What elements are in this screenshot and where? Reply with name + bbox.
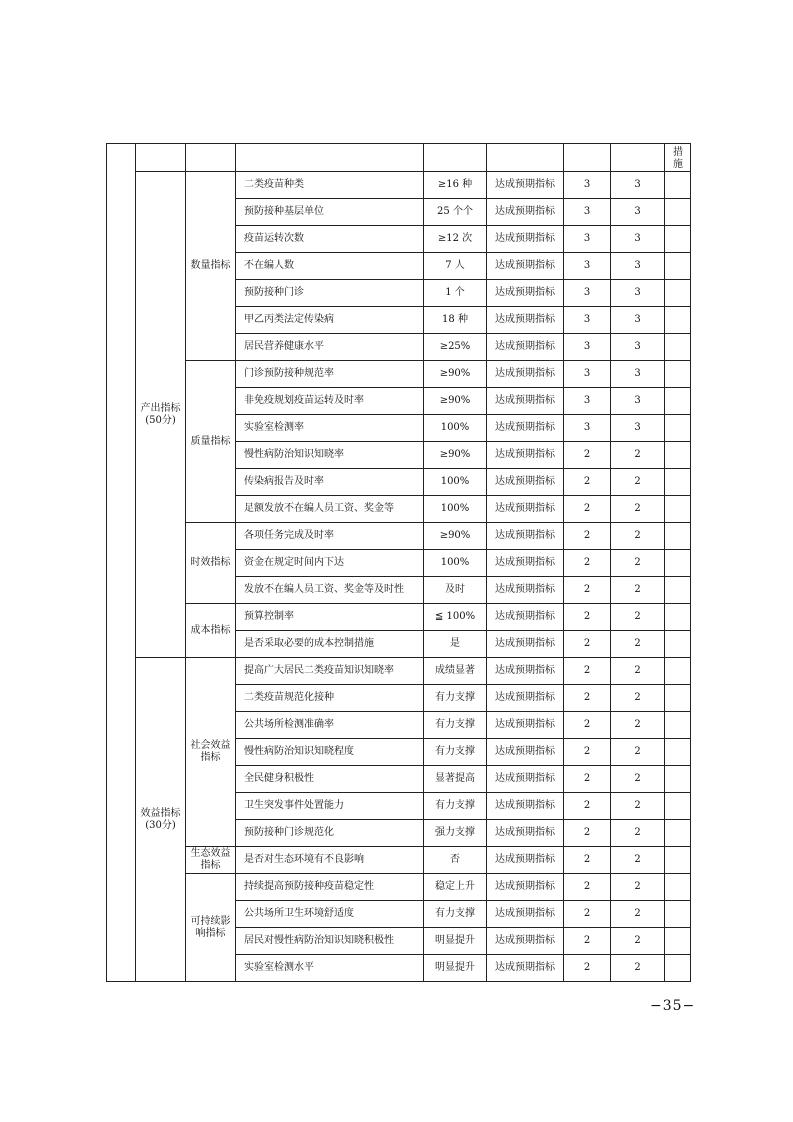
indicator-cell: 发放不在编人员工资、奖金等及时性 [236,577,424,604]
indicator-cell: 全民健身积极性 [236,766,424,793]
indicator-cell: 非免疫规划疫苗运转及时率 [236,388,424,415]
indicator-cell: 预防接种基层单位 [236,199,424,226]
completion-status-cell: 达成预期指标 [487,361,564,388]
score-cell: 2 [611,523,665,550]
weight-cell: 3 [564,253,611,280]
weight-cell: 3 [564,361,611,388]
target-value-cell: 有力支撑 [424,712,487,739]
indicator-cell: 居民营养健康水平 [236,334,424,361]
score-cell: 2 [611,928,665,955]
indicator-cell: 是否对生态环境有不良影响 [236,847,424,874]
blank-cell [136,144,186,172]
completion-status-cell: 达成预期指标 [487,793,564,820]
score-cell: 2 [611,604,665,631]
weight-cell: 2 [564,928,611,955]
weight-cell: 3 [564,307,611,334]
target-value-cell: 否 [424,847,487,874]
score-cell: 2 [611,793,665,820]
weight-cell: 3 [564,172,611,199]
weight-cell: 3 [564,199,611,226]
target-value-cell: 有力支撑 [424,901,487,928]
weight-cell: 2 [564,847,611,874]
weight-cell: 3 [564,388,611,415]
score-cell: 3 [611,172,665,199]
completion-status-cell: 达成预期指标 [487,469,564,496]
target-value-cell: 有力支撑 [424,793,487,820]
measure-cell [665,334,691,361]
indicator-cell: 公共场所卫生环境舒适度 [236,901,424,928]
indicator-cell: 预算控制率 [236,604,424,631]
weight-cell: 2 [564,523,611,550]
indicator-cell: 资金在规定时间内下达 [236,550,424,577]
completion-status-cell: 达成预期指标 [487,415,564,442]
target-value-cell: 有力支撑 [424,739,487,766]
measure-cell [665,361,691,388]
page-number: −35− [650,998,696,1014]
measure-cell [665,199,691,226]
score-cell: 3 [611,280,665,307]
weight-cell: 2 [564,577,611,604]
score-cell: 2 [611,820,665,847]
score-cell: 2 [611,631,665,658]
weight-cell: 2 [564,820,611,847]
score-cell: 2 [611,955,665,982]
completion-status-cell: 达成预期指标 [487,523,564,550]
indicator-cell: 预防接种门诊 [236,280,424,307]
completion-status-cell: 达成预期指标 [487,172,564,199]
weight-cell: 2 [564,901,611,928]
table-row [107,658,691,685]
completion-status-cell: 达成预期指标 [487,442,564,469]
completion-status-cell: 达成预期指标 [487,199,564,226]
completion-status-cell: 达成预期指标 [487,685,564,712]
score-cell: 2 [611,712,665,739]
measure-header-cell: 措施 [665,144,691,172]
table-row [107,523,691,550]
completion-status-cell: 达成预期指标 [487,631,564,658]
indicator-cell: 预防接种门诊规范化 [236,820,424,847]
measure-cell [665,550,691,577]
indicator-cell: 疫苗运转次数 [236,226,424,253]
completion-status-cell: 达成预期指标 [487,874,564,901]
completion-status-cell: 达成预期指标 [487,658,564,685]
target-value-cell: ≦ 100% [424,604,487,631]
blank-cell [564,144,611,172]
score-cell: 3 [611,199,665,226]
target-value-cell: 明显提升 [424,955,487,982]
measure-cell [665,577,691,604]
weight-cell: 2 [564,469,611,496]
target-value-cell: 成绩显著 [424,658,487,685]
completion-status-cell: 达成预期指标 [487,334,564,361]
score-cell: 2 [611,658,665,685]
completion-status-cell: 达成预期指标 [487,388,564,415]
score-cell: 2 [611,550,665,577]
score-cell: 2 [611,685,665,712]
target-value-cell: ≥90% [424,361,487,388]
target-value-cell: 100% [424,496,487,523]
indicator-cell: 甲乙丙类法定传染病 [236,307,424,334]
score-cell: 3 [611,307,665,334]
weight-cell: 2 [564,766,611,793]
secondary-category-cell: 质量指标 [186,361,236,523]
indicator-cell: 慢性病防治知识知晓程度 [236,739,424,766]
completion-status-cell: 达成预期指标 [487,253,564,280]
indicator-cell: 二类疫苗规范化接种 [236,685,424,712]
weight-cell: 2 [564,658,611,685]
weight-cell: 2 [564,496,611,523]
measure-cell [665,874,691,901]
score-cell: 3 [611,415,665,442]
measure-cell [665,226,691,253]
indicator-cell: 不在编人数 [236,253,424,280]
completion-status-cell: 达成预期指标 [487,577,564,604]
weight-cell: 2 [564,712,611,739]
target-value-cell: 25 个个 [424,199,487,226]
completion-status-cell: 达成预期指标 [487,604,564,631]
weight-cell: 2 [564,631,611,658]
weight-cell: 2 [564,793,611,820]
score-cell: 3 [611,361,665,388]
weight-cell: 2 [564,604,611,631]
measure-cell [665,307,691,334]
measure-cell [665,685,691,712]
weight-cell: 2 [564,874,611,901]
measure-cell [665,901,691,928]
measure-cell [665,442,691,469]
score-cell: 2 [611,766,665,793]
measure-cell [665,172,691,199]
completion-status-cell: 达成预期指标 [487,307,564,334]
target-value-cell: 100% [424,469,487,496]
primary-category-cell: 效益指标(30分) [136,658,186,982]
score-cell: 2 [611,847,665,874]
measure-cell [665,280,691,307]
completion-status-cell: 达成预期指标 [487,496,564,523]
target-value-cell: 100% [424,550,487,577]
table-row [107,604,691,631]
indicator-cell: 各项任务完成及时率 [236,523,424,550]
measure-cell [665,388,691,415]
target-value-cell: ≥16 种 [424,172,487,199]
indicator-cell: 门诊预防接种规范率 [236,361,424,388]
indicator-cell: 提高广大居民二类疫苗知识知晓率 [236,658,424,685]
indicator-cell: 二类疫苗种类 [236,172,424,199]
indicator-cell: 卫生突发事件处置能力 [236,793,424,820]
weight-cell: 2 [564,685,611,712]
secondary-category-cell: 成本指标 [186,604,236,658]
score-cell: 3 [611,226,665,253]
score-cell: 2 [611,496,665,523]
weight-cell: 3 [564,415,611,442]
weight-cell: 2 [564,955,611,982]
measure-cell [665,523,691,550]
target-value-cell: 1 个 [424,280,487,307]
table-row [107,172,691,199]
measure-cell [665,469,691,496]
completion-status-cell: 达成预期指标 [487,226,564,253]
score-cell: 2 [611,469,665,496]
measure-cell [665,253,691,280]
measure-cell [665,847,691,874]
target-value-cell: ≥25% [424,334,487,361]
indicator-cell: 足额发放不在编人员工资、奖金等 [236,496,424,523]
measure-cell [665,415,691,442]
score-cell: 2 [611,577,665,604]
blank-cell [236,144,424,172]
completion-status-cell: 达成预期指标 [487,820,564,847]
header-row [107,144,691,172]
indicator-cell: 传染病报告及时率 [236,469,424,496]
target-value-cell: 强力支撑 [424,820,487,847]
completion-status-cell: 达成预期指标 [487,280,564,307]
score-cell: 2 [611,874,665,901]
table-row [107,874,691,901]
completion-status-cell: 达成预期指标 [487,928,564,955]
measure-cell [665,766,691,793]
target-value-cell: ≥90% [424,523,487,550]
weight-cell: 3 [564,226,611,253]
performance-table [106,143,691,982]
measure-cell [665,496,691,523]
blank-cell [611,144,665,172]
score-cell: 2 [611,739,665,766]
completion-status-cell: 达成预期指标 [487,550,564,577]
completion-status-cell: 达成预期指标 [487,901,564,928]
indicator-cell: 实验室检测水平 [236,955,424,982]
target-value-cell: 7 人 [424,253,487,280]
secondary-category-cell: 社会效益指标 [186,658,236,847]
secondary-category-cell: 可持续影响指标 [186,874,236,982]
indicator-cell: 是否采取必要的成本控制措施 [236,631,424,658]
completion-status-cell: 达成预期指标 [487,955,564,982]
target-value-cell: ≥90% [424,442,487,469]
completion-status-cell: 达成预期指标 [487,766,564,793]
target-value-cell: 100% [424,415,487,442]
weight-cell: 2 [564,739,611,766]
weight-cell: 2 [564,442,611,469]
measure-cell [665,793,691,820]
completion-status-cell: 达成预期指标 [487,739,564,766]
measure-cell [665,739,691,766]
target-value-cell: 18 种 [424,307,487,334]
indicator-cell: 慢性病防治知识知晓率 [236,442,424,469]
blank-cell [487,144,564,172]
table-row [107,361,691,388]
secondary-category-cell: 时效指标 [186,523,236,604]
score-cell: 3 [611,388,665,415]
target-value-cell: 有力支撑 [424,685,487,712]
score-cell: 3 [611,334,665,361]
target-value-cell: ≥12 次 [424,226,487,253]
table-row [107,847,691,874]
completion-status-cell: 达成预期指标 [487,712,564,739]
indicator-cell: 实验室检测率 [236,415,424,442]
target-value-cell: 是 [424,631,487,658]
indicator-cell: 居民对慢性病防治知识知晓积极性 [236,928,424,955]
completion-status-cell: 达成预期指标 [487,847,564,874]
target-value-cell: 稳定上升 [424,874,487,901]
indicator-cell: 持续提高预防接种疫苗稳定性 [236,874,424,901]
outer-blank-cell [107,144,136,982]
measure-cell [665,955,691,982]
blank-cell [424,144,487,172]
weight-cell: 2 [564,550,611,577]
measure-cell [665,604,691,631]
target-value-cell: 显著提高 [424,766,487,793]
indicator-cell: 公共场所检测准确率 [236,712,424,739]
performance-table-sheet [106,143,690,985]
target-value-cell: ≥90% [424,388,487,415]
target-value-cell: 及时 [424,577,487,604]
measure-cell [665,820,691,847]
table-body [107,144,691,982]
weight-cell: 3 [564,334,611,361]
measure-cell [665,631,691,658]
measure-cell [665,928,691,955]
secondary-category-cell: 生态效益指标 [186,847,236,874]
primary-category-cell: 产出指标(50分) [136,172,186,658]
score-cell: 3 [611,253,665,280]
secondary-category-cell: 数量指标 [186,172,236,361]
score-cell: 2 [611,901,665,928]
measure-cell [665,658,691,685]
score-cell: 2 [611,442,665,469]
weight-cell: 3 [564,280,611,307]
target-value-cell: 明显提升 [424,928,487,955]
blank-cell [186,144,236,172]
measure-cell [665,712,691,739]
